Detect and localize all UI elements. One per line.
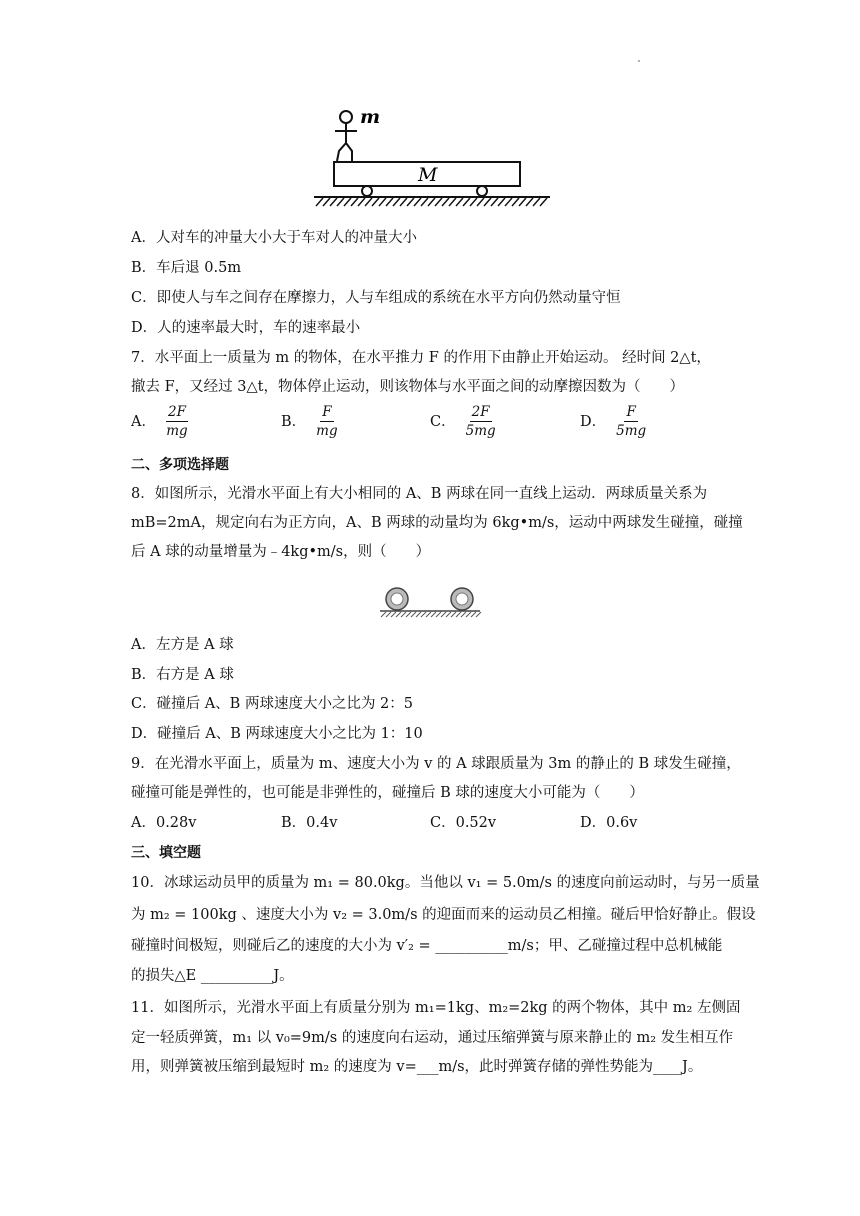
q7-stem-line2: 撤去 F，又经过 3△t，物体停止运动，则该物体与水平面之间的动摩擦因数为（ ） — [131, 379, 684, 395]
q9-option-d: D．0.6v — [580, 815, 638, 831]
q7-option-d: D． $\frac{F}{5mg}$ — [580, 404, 647, 439]
q7-stem-line1: 7．水平面上一质量为 m 的物体，在水平推力 F 的作用下由静止开始运动。 经时间 2△t， — [131, 350, 711, 366]
ground-hatch — [316, 198, 547, 206]
cart-wheel-left — [362, 186, 372, 196]
q8-stem-line3: 后 A 球的动量增量为﹣4kg•m/s，则（ ） — [131, 544, 431, 560]
person-mass-label: m — [360, 106, 381, 128]
q6-option-c: C．即使人与车之间存在摩擦力，人与车组成的系统在水平方向仍然动量守恒 — [131, 290, 621, 306]
q7-option-a: A． $\frac{2F}{mg}$ — [131, 404, 188, 439]
two-balls-figure — [378, 584, 482, 620]
q8-option-c: C．碰撞后 A、B 两球速度大小之比为 2：5 — [131, 696, 413, 712]
q7-option-d-fraction: $\frac{F}{5mg}$ — [616, 404, 647, 439]
page-dot — [638, 60, 640, 62]
person-head — [340, 111, 352, 123]
q8-option-a: A．左方是 A 球 — [131, 637, 234, 653]
q11-stem-line2: 定一轻质弹簧，m₁ 以 v₀=9m/s 的速度向右运动，通过压缩弹簧与原来静止的 m₂ 发生相互作 — [131, 1030, 734, 1046]
q7-option-c-fraction: $\frac{2F}{5mg}$ — [465, 404, 496, 439]
q7-option-b: B． $\frac{F}{mg}$ — [281, 404, 338, 439]
q6-option-d: D．人的速率最大时，车的速率最小 — [131, 320, 361, 336]
q8-stem-line1: 8．如图所示，光滑水平面上有大小相同的 A、B 两球在同一直线上运动．两球质量关系为 — [131, 486, 708, 502]
q10-stem-line2: 为 m₂ = 100kg 、速度大小为 v₂ = 3.0m/s 的迎面而来的运动员乙相撞。碰后甲恰好静止。假设 — [131, 907, 756, 923]
section-heading-multiple-choice: 二、多项选择题 — [131, 457, 229, 473]
person-legs — [337, 143, 352, 161]
q9-stem-line1: 9．在光滑水平面上，质量为 m、速度大小为 v 的 A 球跟质量为 3m 的静止的 B 球发生碰撞， — [131, 756, 741, 772]
surface-hatch — [381, 612, 481, 617]
q7-option-b-fraction: $\frac{F}{mg}$ — [316, 404, 338, 439]
q9-stem-line2: 碰撞可能是弹性的，也可能是非弹性的，碰撞后 B 球的速度大小可能为（ ） — [131, 785, 644, 801]
q10-stem-line3: 碰撞时间极短，则碰后乙的速度的大小为 v′₂ = __________m/s；甲、乙碰撞过程中总机械能 — [131, 938, 723, 954]
q8-option-b: B．右方是 A 球 — [131, 667, 234, 683]
q11-stem-line3: 用，则弹簧被压缩到最短时 m₂ 的速度为 v=___m/s，此时弹簧存储的弹性势能为____J。 — [131, 1059, 703, 1075]
cart-mass-label: M — [418, 164, 438, 186]
q9-option-a: A．0.28v — [131, 815, 197, 831]
q9-option-c: C．0.52v — [430, 815, 497, 831]
q10-stem-line1: 10．冰球运动员甲的质量为 m₁ = 80.0kg。当他以 v₁ = 5.0m/s 的速度向前运动时，与另一质量 — [131, 875, 760, 891]
person-cart-figure — [310, 105, 555, 211]
q6-option-a: A．人对车的冲量大小大于车对人的冲量大小 — [131, 230, 417, 246]
q7-option-c: C． $\frac{2F}{5mg}$ — [430, 404, 496, 439]
q8-stem-line2: mB=2mA，规定向右为正方向，A、B 两球的动量均为 6kg•m/s，运动中两球发生碰撞，碰撞 — [131, 515, 743, 531]
q7-option-a-fraction: $\frac{2F}{mg}$ — [166, 404, 188, 439]
q9-option-b: B．0.4v — [281, 815, 338, 831]
q10-stem-line4: 的损失△E __________J。 — [131, 968, 294, 984]
q8-option-d: D．碰撞后 A、B 两球速度大小之比为 1：10 — [131, 726, 423, 742]
q6-option-b: B．车后退 0.5m — [131, 260, 242, 276]
q11-stem-line1: 11．如图所示，光滑水平面上有质量分别为 m₁=1kg、m₂=2kg 的两个物体，其中 m₂ 左侧固 — [131, 1000, 741, 1016]
section-heading-fill-in: 三、填空题 — [131, 845, 201, 861]
cart-wheel-right — [477, 186, 487, 196]
